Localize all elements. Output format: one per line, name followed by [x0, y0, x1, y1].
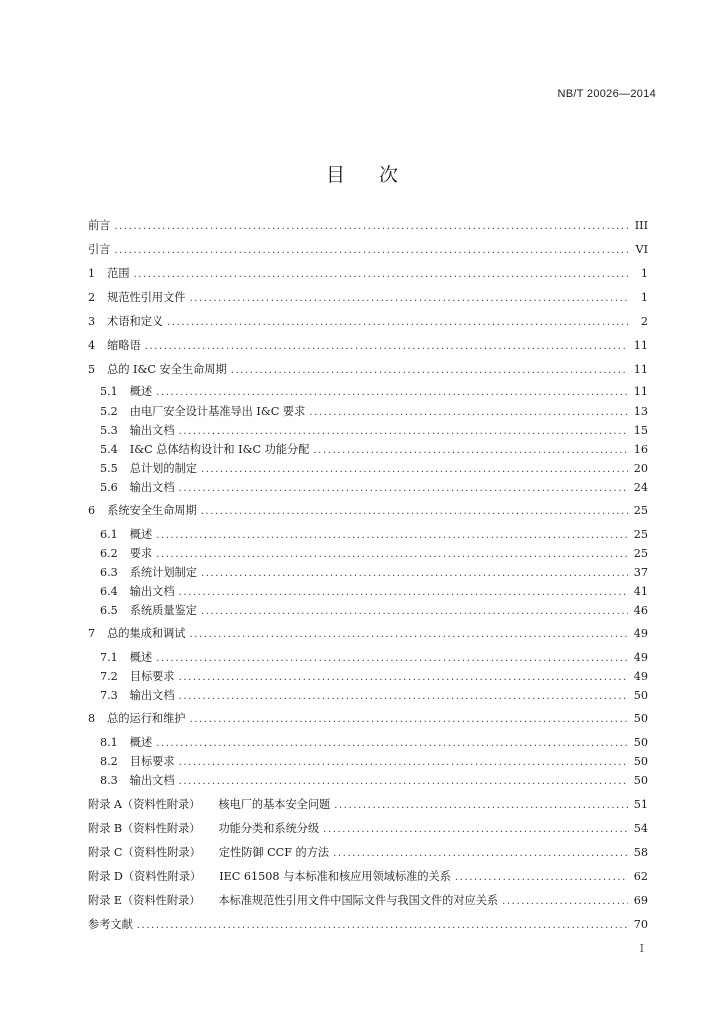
toc-entry-title: 输出文档 — [129, 481, 175, 494]
toc-entry-page: 11 — [633, 363, 648, 376]
toc-entry-number: 5 — [88, 363, 96, 376]
toc-entry-title: 输出文档 — [129, 689, 175, 702]
toc-entry-title: 本标准规范性引用文件中国际文件与我国文件的对应关系 — [218, 894, 499, 907]
toc-entry-title: 定性防御 CCF 的方法 — [218, 846, 330, 859]
toc-entry[interactable] — [88, 868, 648, 886]
toc-entry-number: 6.5 — [100, 604, 118, 617]
toc-entry-page: 25 — [633, 528, 648, 541]
toc-entry[interactable] — [88, 844, 648, 862]
toc-entry[interactable] — [88, 289, 648, 307]
toc-entry[interactable] — [100, 564, 648, 582]
toc-leader-dots — [114, 245, 628, 256]
toc-entry-number: 6.2 — [100, 547, 118, 560]
toc-leader-dots — [167, 317, 628, 328]
toc-entry-page: 15 — [633, 424, 648, 437]
toc-entry[interactable] — [100, 403, 648, 421]
toc-leader-dots — [179, 426, 628, 437]
toc-entry[interactable] — [100, 383, 648, 401]
toc-leader-dots — [189, 629, 628, 640]
toc-entry-title: 概述 — [129, 736, 153, 749]
toc-entry-number: 3 — [88, 315, 96, 328]
toc-leader-dots — [137, 920, 628, 931]
toc-leader-dots — [156, 653, 628, 664]
toc-entry-title: I&C 总体结构设计和 I&C 功能分配 — [129, 443, 310, 456]
toc-leader-dots — [334, 800, 628, 811]
toc-entry-title: 输出文档 — [129, 585, 175, 598]
toc-entry-number: 6.3 — [100, 566, 118, 579]
toc-leader-dots — [201, 606, 628, 617]
toc-entry-title: 目标要求 — [129, 755, 175, 768]
toc-entry-number: 7.1 — [100, 651, 118, 664]
toc-leader-dots — [156, 549, 628, 560]
toc-leader-dots — [145, 341, 628, 352]
toc-entry-page: 24 — [633, 481, 648, 494]
toc-entry-title: 系统质量鉴定 — [129, 604, 197, 617]
toc-leader-dots — [189, 714, 628, 725]
toc-entry-title: 概述 — [129, 385, 153, 398]
toc-entry[interactable] — [88, 820, 648, 838]
toc-leader-dots — [313, 445, 628, 456]
standard-number: NB/T 20026—2014 — [557, 88, 656, 100]
toc-leader-dots — [156, 738, 628, 749]
toc-leader-dots — [189, 293, 628, 304]
toc-entry-title: 系统安全生命周期 — [107, 504, 197, 517]
toc-entry[interactable] — [100, 734, 648, 752]
toc-entry-number: 附录 A（资料性附录） — [88, 798, 201, 811]
toc-entry-page: 50 — [633, 712, 648, 725]
toc-entry-page: 69 — [633, 894, 648, 907]
toc-entry-page: 25 — [633, 547, 648, 560]
toc-leader-dots — [179, 757, 628, 768]
toc-entry-number: 7.2 — [100, 670, 118, 683]
toc-entry[interactable] — [88, 796, 648, 814]
toc-entry-number: 6.1 — [100, 528, 118, 541]
toc-entry-title: 概述 — [129, 651, 153, 664]
toc-entry-page: 13 — [633, 405, 648, 418]
toc-entry-number: 7.3 — [100, 689, 118, 702]
toc-entry-page: 54 — [633, 822, 648, 835]
toc-entry-title: 总的 I&C 安全生命周期 — [107, 363, 227, 376]
toc-leader-dots — [179, 691, 628, 702]
toc-entry-number: 5.5 — [100, 462, 118, 475]
toc-leader-dots — [201, 568, 628, 579]
toc-entry-title: 由电厂安全设计基准导出 I&C 要求 — [129, 405, 306, 418]
toc-entry-number: 6 — [88, 504, 96, 517]
toc-entry-page: 50 — [633, 774, 648, 787]
toc-entry[interactable] — [88, 217, 648, 235]
toc-entry[interactable] — [100, 753, 648, 771]
toc-leader-dots — [134, 269, 628, 280]
toc-entry-page: VI — [635, 243, 648, 256]
toc-entry-page: 11 — [633, 339, 648, 352]
toc-entry-title: 总计划的制定 — [129, 462, 197, 475]
toc-entry-page: 11 — [633, 385, 648, 398]
toc-entry-page: 20 — [633, 462, 648, 475]
toc-entry[interactable] — [88, 265, 648, 283]
toc-entry-number: 5.2 — [100, 405, 118, 418]
toc-leader-dots — [333, 848, 628, 859]
toc-entry-page: 62 — [633, 870, 648, 883]
toc-entry-title: 缩略语 — [107, 339, 141, 352]
toc-entry[interactable] — [88, 313, 648, 331]
toc-leader-dots — [323, 824, 628, 835]
toc-entry-number: 1 — [88, 267, 96, 280]
toc-entry-title: 规范性引用文件 — [107, 291, 186, 304]
toc-leader-dots — [231, 365, 628, 376]
toc-entry[interactable] — [88, 502, 648, 520]
toc-entry-title: 核电厂的基本安全问题 — [218, 798, 331, 811]
toc-entry-title: 总的运行和维护 — [107, 712, 186, 725]
toc-entry-number: 5.3 — [100, 424, 118, 437]
toc-entry-page: 1 — [640, 267, 648, 280]
toc-leader-dots — [179, 483, 628, 494]
toc-entry[interactable] — [100, 526, 648, 544]
toc-entry-number: 8 — [88, 712, 96, 725]
page-number: I — [639, 942, 644, 955]
toc-entry[interactable] — [100, 545, 648, 563]
toc-entry[interactable] — [88, 361, 648, 379]
toc-entry-number: 8.3 — [100, 774, 118, 787]
toc-entry-title: 系统计划制定 — [129, 566, 197, 579]
toc-entry-page: 37 — [633, 566, 648, 579]
toc-entry[interactable] — [88, 892, 648, 910]
toc-entry-page: 49 — [633, 651, 648, 664]
toc-entry-number: 5.1 — [100, 385, 118, 398]
toc-entry-number: 附录 C（资料性附录） — [88, 846, 201, 859]
toc-entry-page: 50 — [633, 755, 648, 768]
toc-entry[interactable] — [88, 241, 648, 259]
toc-entry-number: 5.4 — [100, 443, 118, 456]
toc-entry-number: 5.6 — [100, 481, 118, 494]
toc-entry-number: 2 — [88, 291, 96, 304]
toc-entry-page: 46 — [633, 604, 648, 617]
toc-entry[interactable] — [100, 687, 648, 705]
toc-entry-page: 49 — [633, 670, 648, 683]
toc-leader-dots — [156, 530, 628, 541]
toc-entry[interactable] — [100, 460, 648, 478]
toc-entry[interactable] — [88, 625, 648, 643]
toc-entry[interactable] — [100, 441, 648, 459]
toc-leader-dots — [156, 387, 628, 398]
toc-entry-page: 58 — [633, 846, 648, 859]
toc-leader-dots — [201, 506, 628, 517]
toc-entry-number: 附录 E（资料性附录） — [88, 894, 201, 907]
toc-entry-title: 输出文档 — [129, 774, 175, 787]
toc-entry[interactable] — [100, 649, 648, 667]
toc-entry-page: 50 — [633, 689, 648, 702]
toc-entry[interactable] — [88, 710, 648, 728]
toc-leader-dots — [179, 672, 628, 683]
toc-entry-page: 2 — [640, 315, 648, 328]
toc-leader-dots — [201, 464, 628, 475]
toc-entry-number: 7 — [88, 627, 96, 640]
toc-entry-title: 要求 — [129, 547, 153, 560]
toc-entry-page: 16 — [633, 443, 648, 456]
toc-entry-page: 1 — [640, 291, 648, 304]
page-title: 目次 — [325, 164, 432, 186]
toc-leader-dots — [179, 587, 628, 598]
toc-entry-title: 概述 — [129, 528, 153, 541]
toc-entry[interactable] — [100, 668, 648, 686]
toc-entry-page: III — [634, 219, 648, 232]
toc-entry-number: 6.4 — [100, 585, 118, 598]
toc-entry-number: 附录 D（资料性附录） — [88, 870, 202, 883]
toc-entry[interactable] — [100, 602, 648, 620]
toc-leader-dots — [455, 872, 628, 883]
toc-entry-number: 8.2 — [100, 755, 118, 768]
toc-entry-page: 25 — [633, 504, 648, 517]
toc-entry[interactable] — [100, 479, 648, 497]
toc-entry[interactable] — [100, 422, 648, 440]
toc-entry-page: 70 — [633, 918, 648, 931]
toc-leader-dots — [309, 407, 628, 418]
toc-entry-title: 参考文献 — [88, 918, 133, 931]
toc-entry-number: 4 — [88, 339, 96, 352]
toc-entry[interactable] — [100, 583, 648, 601]
toc-entry-title: 范围 — [107, 267, 130, 280]
toc-entry[interactable] — [88, 337, 648, 355]
toc-entry-number: 附录 B（资料性附录） — [88, 822, 201, 835]
toc-entry-title: 前言 — [88, 219, 111, 232]
toc-entry-title: 目标要求 — [129, 670, 175, 683]
toc-entry-title: 引言 — [88, 243, 111, 256]
toc-entry-title: 术语和定义 — [107, 315, 164, 328]
toc-entry-title: IEC 61508 与本标准和核应用领域标准的关系 — [219, 870, 451, 883]
toc-entry[interactable] — [100, 772, 648, 790]
toc-entry[interactable] — [88, 916, 648, 934]
toc-leader-dots — [179, 776, 628, 787]
toc-entry-page: 49 — [633, 627, 648, 640]
toc-entry-page: 51 — [633, 798, 648, 811]
toc-leader-dots — [502, 896, 628, 907]
toc-entry-number: 8.1 — [100, 736, 118, 749]
toc-entry-page: 41 — [633, 585, 648, 598]
toc-entry-title: 总的集成和调试 — [107, 627, 186, 640]
toc-entry-title: 输出文档 — [129, 424, 175, 437]
toc-leader-dots — [114, 221, 628, 232]
toc-entry-title: 功能分类和系统分级 — [218, 822, 320, 835]
toc-entry-page: 50 — [633, 736, 648, 749]
